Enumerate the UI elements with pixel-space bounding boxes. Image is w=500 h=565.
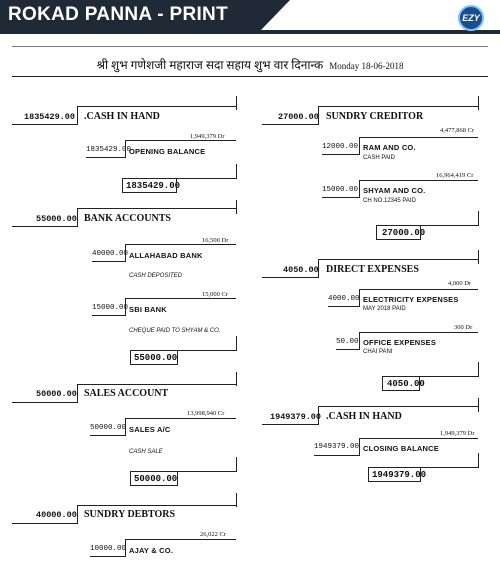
narration: CHAI PANI [363, 349, 393, 355]
ledger-name: AJAY & CO. [129, 546, 174, 555]
entry-amount: 15000.00 [322, 186, 359, 194]
rule [360, 332, 478, 333]
rule [376, 239, 421, 240]
entry-amount: 10000.00 [90, 545, 127, 553]
group-amount: 55000.00 [36, 214, 77, 224]
entry-amount: 50000.00 [90, 424, 127, 432]
rule [328, 306, 360, 307]
group-title: .CASH IN HAND [326, 411, 402, 422]
entry-amount: 1949379.00 [314, 443, 360, 451]
group-total: 27000.00 [382, 228, 426, 238]
rule [360, 137, 478, 138]
rule [77, 208, 237, 209]
narration: MAY 2018 PAID [363, 306, 406, 312]
ledger-balance: 1,949,379 Dr [190, 133, 225, 140]
rule [360, 180, 478, 181]
rule [359, 332, 360, 350]
group-total: 50000.00 [134, 474, 178, 484]
rule [322, 197, 360, 198]
rule [359, 438, 360, 456]
group-total: 1835429.00 [126, 181, 181, 191]
rule [77, 208, 78, 226]
rule [122, 192, 177, 193]
ledger-balance: 300 Dr [454, 324, 473, 331]
document-heading [0, 56, 500, 73]
rule [77, 505, 78, 523]
rule [122, 178, 237, 179]
rule [12, 402, 78, 403]
rule [419, 376, 420, 390]
entry-amount: 1835429.00 [86, 146, 132, 154]
rule [318, 406, 479, 407]
group-title: SALES ACCOUNT [84, 388, 169, 399]
rule [360, 289, 478, 290]
rule [77, 505, 237, 506]
group-total: 55000.00 [134, 353, 178, 363]
rule [236, 336, 237, 350]
rule [314, 455, 360, 456]
group-amount: 1949379.00 [270, 412, 322, 422]
rule [262, 424, 319, 425]
rule [478, 453, 479, 467]
ledger-balance: 16,964,419 Cr [436, 172, 474, 179]
rule [336, 349, 360, 350]
ledger-name: OPENING BALANCE [129, 147, 206, 156]
rule [130, 350, 237, 351]
rule [77, 384, 237, 385]
ledger-name: RAM AND CO. [363, 143, 416, 152]
rule [125, 244, 126, 262]
rule [359, 180, 360, 198]
group-amount: 4050.00 [283, 265, 319, 275]
rule [126, 140, 236, 141]
heading-rule [12, 76, 488, 77]
narration: CASH DEPOSITED [129, 273, 183, 279]
entry-amount: 15000.00 [92, 304, 129, 312]
rule [318, 106, 479, 107]
ledger-name: SHYAM AND CO. [363, 186, 426, 195]
rule [177, 350, 178, 364]
ledger-name: OFFICE EXPENSES [363, 338, 437, 347]
page-title: ROKAD PANNA - PRINT [8, 4, 228, 25]
rule [236, 164, 237, 178]
rule [420, 225, 421, 239]
rule [130, 471, 131, 485]
entry-amount: 40000.00 [92, 250, 129, 258]
ezy-logo-icon [458, 5, 484, 31]
rule [77, 106, 78, 124]
entry-amount: 4000.00 [328, 295, 360, 303]
group-amount: 50000.00 [36, 389, 77, 399]
document-date: Monday 18-06-2018 [329, 61, 404, 71]
rule [376, 225, 377, 239]
rule [12, 124, 78, 125]
narration: CASH PAID [363, 155, 395, 161]
rule [86, 157, 126, 158]
rule [318, 259, 319, 277]
rule [122, 178, 123, 192]
rule [262, 124, 319, 125]
ledger-balance: 26,022 Cr [200, 531, 226, 538]
rule [318, 106, 319, 124]
ledger-name: ALLAHABAD BANK [129, 251, 203, 260]
rule [176, 178, 177, 192]
rule [262, 277, 319, 278]
rule [77, 384, 78, 402]
rule [130, 364, 178, 365]
rule [368, 467, 369, 481]
rule [368, 467, 479, 468]
rule [236, 200, 237, 214]
ledger-name: CLOSING BALANCE [363, 444, 439, 453]
narration: CHEQUE PAID TO SHYAM & CO. [129, 328, 221, 334]
group-title: .CASH IN HAND [84, 111, 160, 122]
rule [126, 539, 236, 540]
group-amount: 1835429.00 [24, 112, 76, 122]
logo-text: EZY [462, 13, 480, 23]
group-total: 4050.00 [387, 379, 425, 389]
narration: CH NO.12345 PAID [363, 198, 416, 204]
rule [236, 96, 237, 110]
narration: CASH SALE [129, 449, 163, 455]
rule [92, 261, 126, 262]
ledger-name: SALES A/C [129, 425, 171, 434]
ledger-balance: 15,000 Cr [202, 291, 228, 298]
ledger-balance: 13,998,940 Cr [187, 410, 225, 417]
rule [478, 398, 479, 412]
rule [130, 485, 178, 486]
rule [126, 244, 236, 245]
rule [126, 418, 236, 419]
ledger-name: SBI BANK [129, 305, 167, 314]
group-title: SUNDRY DEBTORS [84, 509, 176, 520]
rule [382, 390, 420, 391]
entry-amount: 50.00 [336, 338, 359, 346]
rule [478, 96, 479, 110]
rule [177, 471, 178, 485]
rule [376, 225, 479, 226]
rule [130, 350, 131, 364]
rule [12, 226, 78, 227]
ledger-balance: 4,000 Dr [448, 280, 472, 287]
rule [478, 250, 479, 264]
rule [420, 467, 421, 481]
rule [90, 556, 126, 557]
rule [125, 298, 126, 316]
rule [359, 137, 360, 155]
ledger-name: ELECTRICITY EXPENSES [363, 295, 459, 304]
group-title: DIRECT EXPENSES [326, 264, 419, 275]
group-total: 1949379.00 [372, 470, 427, 480]
rule [77, 106, 237, 107]
group-title: SUNDRY CREDITOR [326, 111, 424, 122]
rule [478, 211, 479, 225]
rule [125, 539, 126, 557]
rule [126, 298, 236, 299]
header-underline [0, 30, 500, 34]
rule [12, 523, 78, 524]
rule [90, 435, 126, 436]
rule [382, 376, 383, 390]
rule [236, 457, 237, 471]
rule [359, 289, 360, 307]
rule [360, 438, 478, 439]
rule [478, 362, 479, 376]
ledger-balance: 4,477,868 Cr [440, 127, 475, 134]
rule [130, 471, 237, 472]
rule [92, 315, 126, 316]
group-amount: 40000.00 [36, 510, 77, 520]
ledger-balance: 1,949,379 Dr [440, 430, 475, 437]
rule [125, 418, 126, 436]
rule [382, 376, 479, 377]
rule [318, 406, 319, 424]
entry-amount: 12000.00 [322, 143, 359, 151]
group-amount: 27000.00 [278, 112, 319, 122]
rule [125, 140, 126, 158]
ledger-balance: 16,500 Dr [202, 237, 229, 244]
rule [318, 259, 479, 260]
group-title: BANK ACCOUNTS [84, 213, 171, 224]
header-banner [0, 0, 500, 36]
rule [368, 481, 421, 482]
rule [322, 154, 360, 155]
blessing-text: श्री शुभ गणेशजी महाराज सदा सहाय शुभ वार दिनान्क [96, 58, 324, 72]
document-top-border [12, 46, 488, 47]
